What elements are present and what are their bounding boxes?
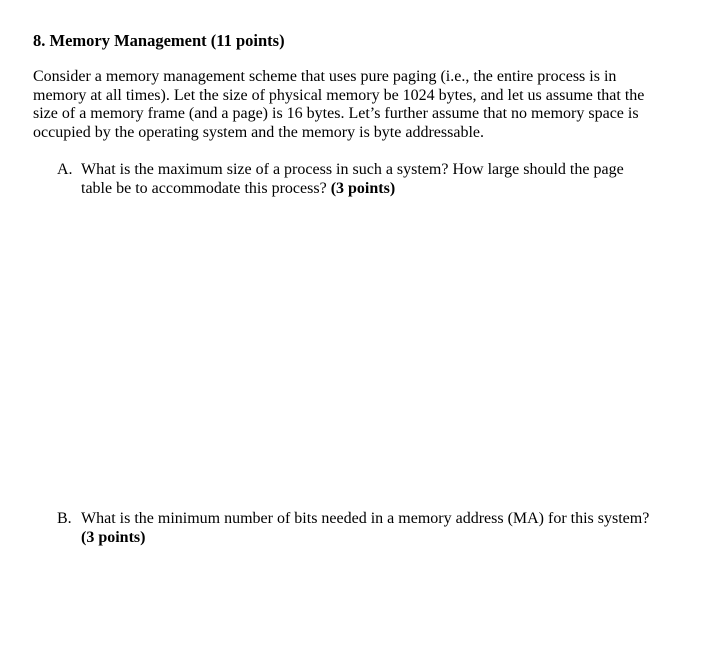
question-line-text: table be to accommodate this process? xyxy=(81,179,331,197)
question-points: (3 points) xyxy=(330,179,396,197)
question-letter: B. xyxy=(57,510,72,527)
intro-line: size of a memory frame (and a page) is 16 bytes. Let’s further assume that no memory space is xyxy=(33,105,639,122)
question-letter: A. xyxy=(57,161,73,178)
question-text xyxy=(81,161,681,198)
question-line: What is the maximum size of a process in such a system? How large should the page xyxy=(81,161,624,178)
intro-line: memory at all times). Let the size of physical memory be 1024 bytes, and let us assume that the xyxy=(33,86,645,104)
intro-line: occupied by the operating system and the memory is byte addressable. xyxy=(33,123,484,141)
section-heading: 8. Memory Management (11 points) xyxy=(33,31,285,50)
question-line: What is the minimum number of bits needed in a memory address (MA) for this system? xyxy=(81,510,650,527)
question-text xyxy=(81,510,681,547)
question-points: (3 points) xyxy=(81,528,146,546)
intro-line: Consider a memory management scheme that uses pure paging (i.e., the entire process is in xyxy=(33,68,617,85)
intro-paragraph xyxy=(33,68,673,142)
question-line xyxy=(81,180,681,199)
